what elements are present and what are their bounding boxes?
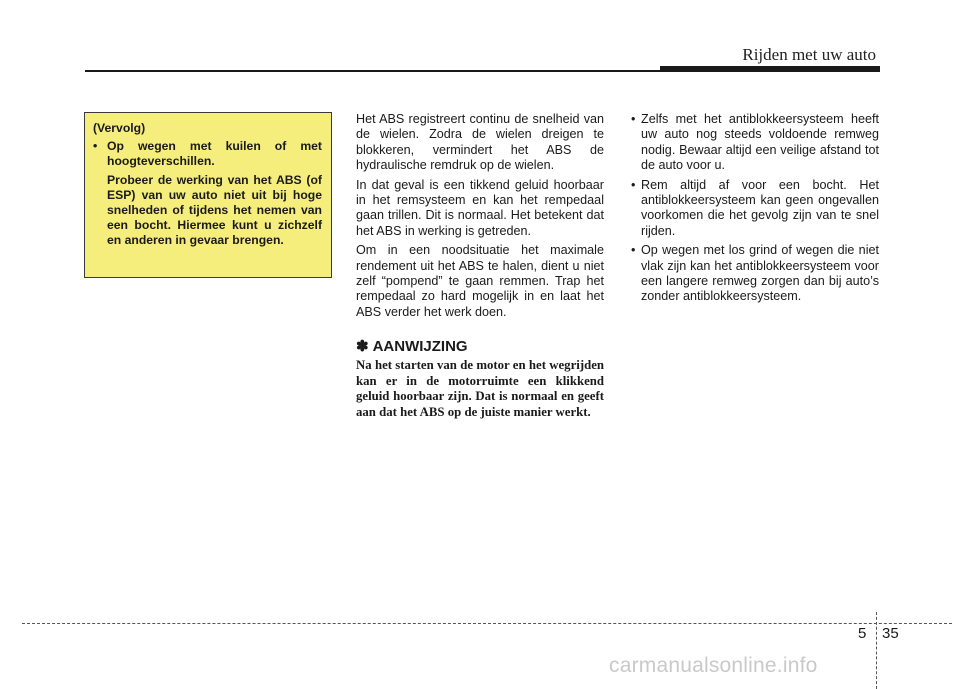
footer-divider [876, 612, 877, 689]
warning-bullet-item [93, 139, 322, 169]
bullet-icon: • [631, 112, 636, 126]
list-item [631, 112, 879, 174]
list-item [631, 243, 879, 305]
bullet-icon: • [93, 139, 98, 153]
bullet-icon: • [631, 243, 636, 258]
page-number: 35 [882, 625, 899, 642]
watermark: carmanualsonline.info [609, 654, 818, 677]
list-item-text: Op wegen met los grind of wegen die niet vlak zijn kan het antiblokkeersysteem voor een langere remweg zorgen dan bij auto’s zonder antiblokkeersysteem. [641, 243, 879, 304]
continued-label: (Vervolg) [93, 121, 146, 135]
header-rule-accent [660, 66, 880, 72]
chapter-number: 5 [858, 625, 867, 642]
right-column [631, 112, 879, 309]
note-heading-label: AANWIJZING [372, 338, 468, 356]
note-heading [356, 338, 604, 356]
paragraph: Om in een noodsituatie het maximale rendement uit het ABS te halen, dient u niet zelf “pompend” te gaan remmen. Trap het rempedaal zo hard mogelijk in en laat het ABS verder het werk doen. [356, 243, 604, 319]
paragraph: In dat geval is een tikkend geluid hoorbaar in het remsysteem en kan het rempedaal gaan trillen. Dit is normaal. Het betekent dat het ABS in werking is getreden. [356, 177, 604, 238]
list-item-text: Zelfs met het antiblokkeersysteem heeft uw auto nog steeds voldoende remweg nodig. Bewaar altijd een veilige afstand tot de auto voor u. [641, 112, 879, 173]
header-rule [85, 70, 660, 72]
note-body: Na het starten van de motor en het wegrijden kan er in de motorruimte een klikkend geluid hoorbaar zijn. Dat is normaal en geeft aan dat het ABS op de juiste manier werkt. [356, 358, 604, 420]
bullet-icon: • [631, 177, 636, 192]
middle-column [356, 112, 604, 421]
list-item [631, 178, 879, 240]
list-item-text: Rem altijd af voor een bocht. Het antiblokkeersysteem kan geen ongevallen voorkomen die het gevolg zijn van te snel rijden. [641, 177, 879, 238]
warning-body: Probeer de werking van het ABS (of ESP) van uw auto niet uit bij hoge snelheden of tijdens het nemen van een bocht. Hiermee kunt u zichzelf en anderen in gevaar brengen. [107, 173, 322, 247]
section-title: Rijden met uw auto [742, 45, 876, 64]
paragraph: Het ABS registreert continu de snelheid van de wielen. Zodra de wielen dreigen te blokkeren, vermindert het ABS de hydraulische remdruk op de wielen. [356, 112, 604, 173]
warning-bullet-text: Op wegen met kuilen of met hoogteverschillen. [107, 139, 322, 168]
note-icon: ✽ [356, 338, 369, 356]
warning-box [84, 112, 332, 278]
footer-rule [22, 623, 952, 624]
